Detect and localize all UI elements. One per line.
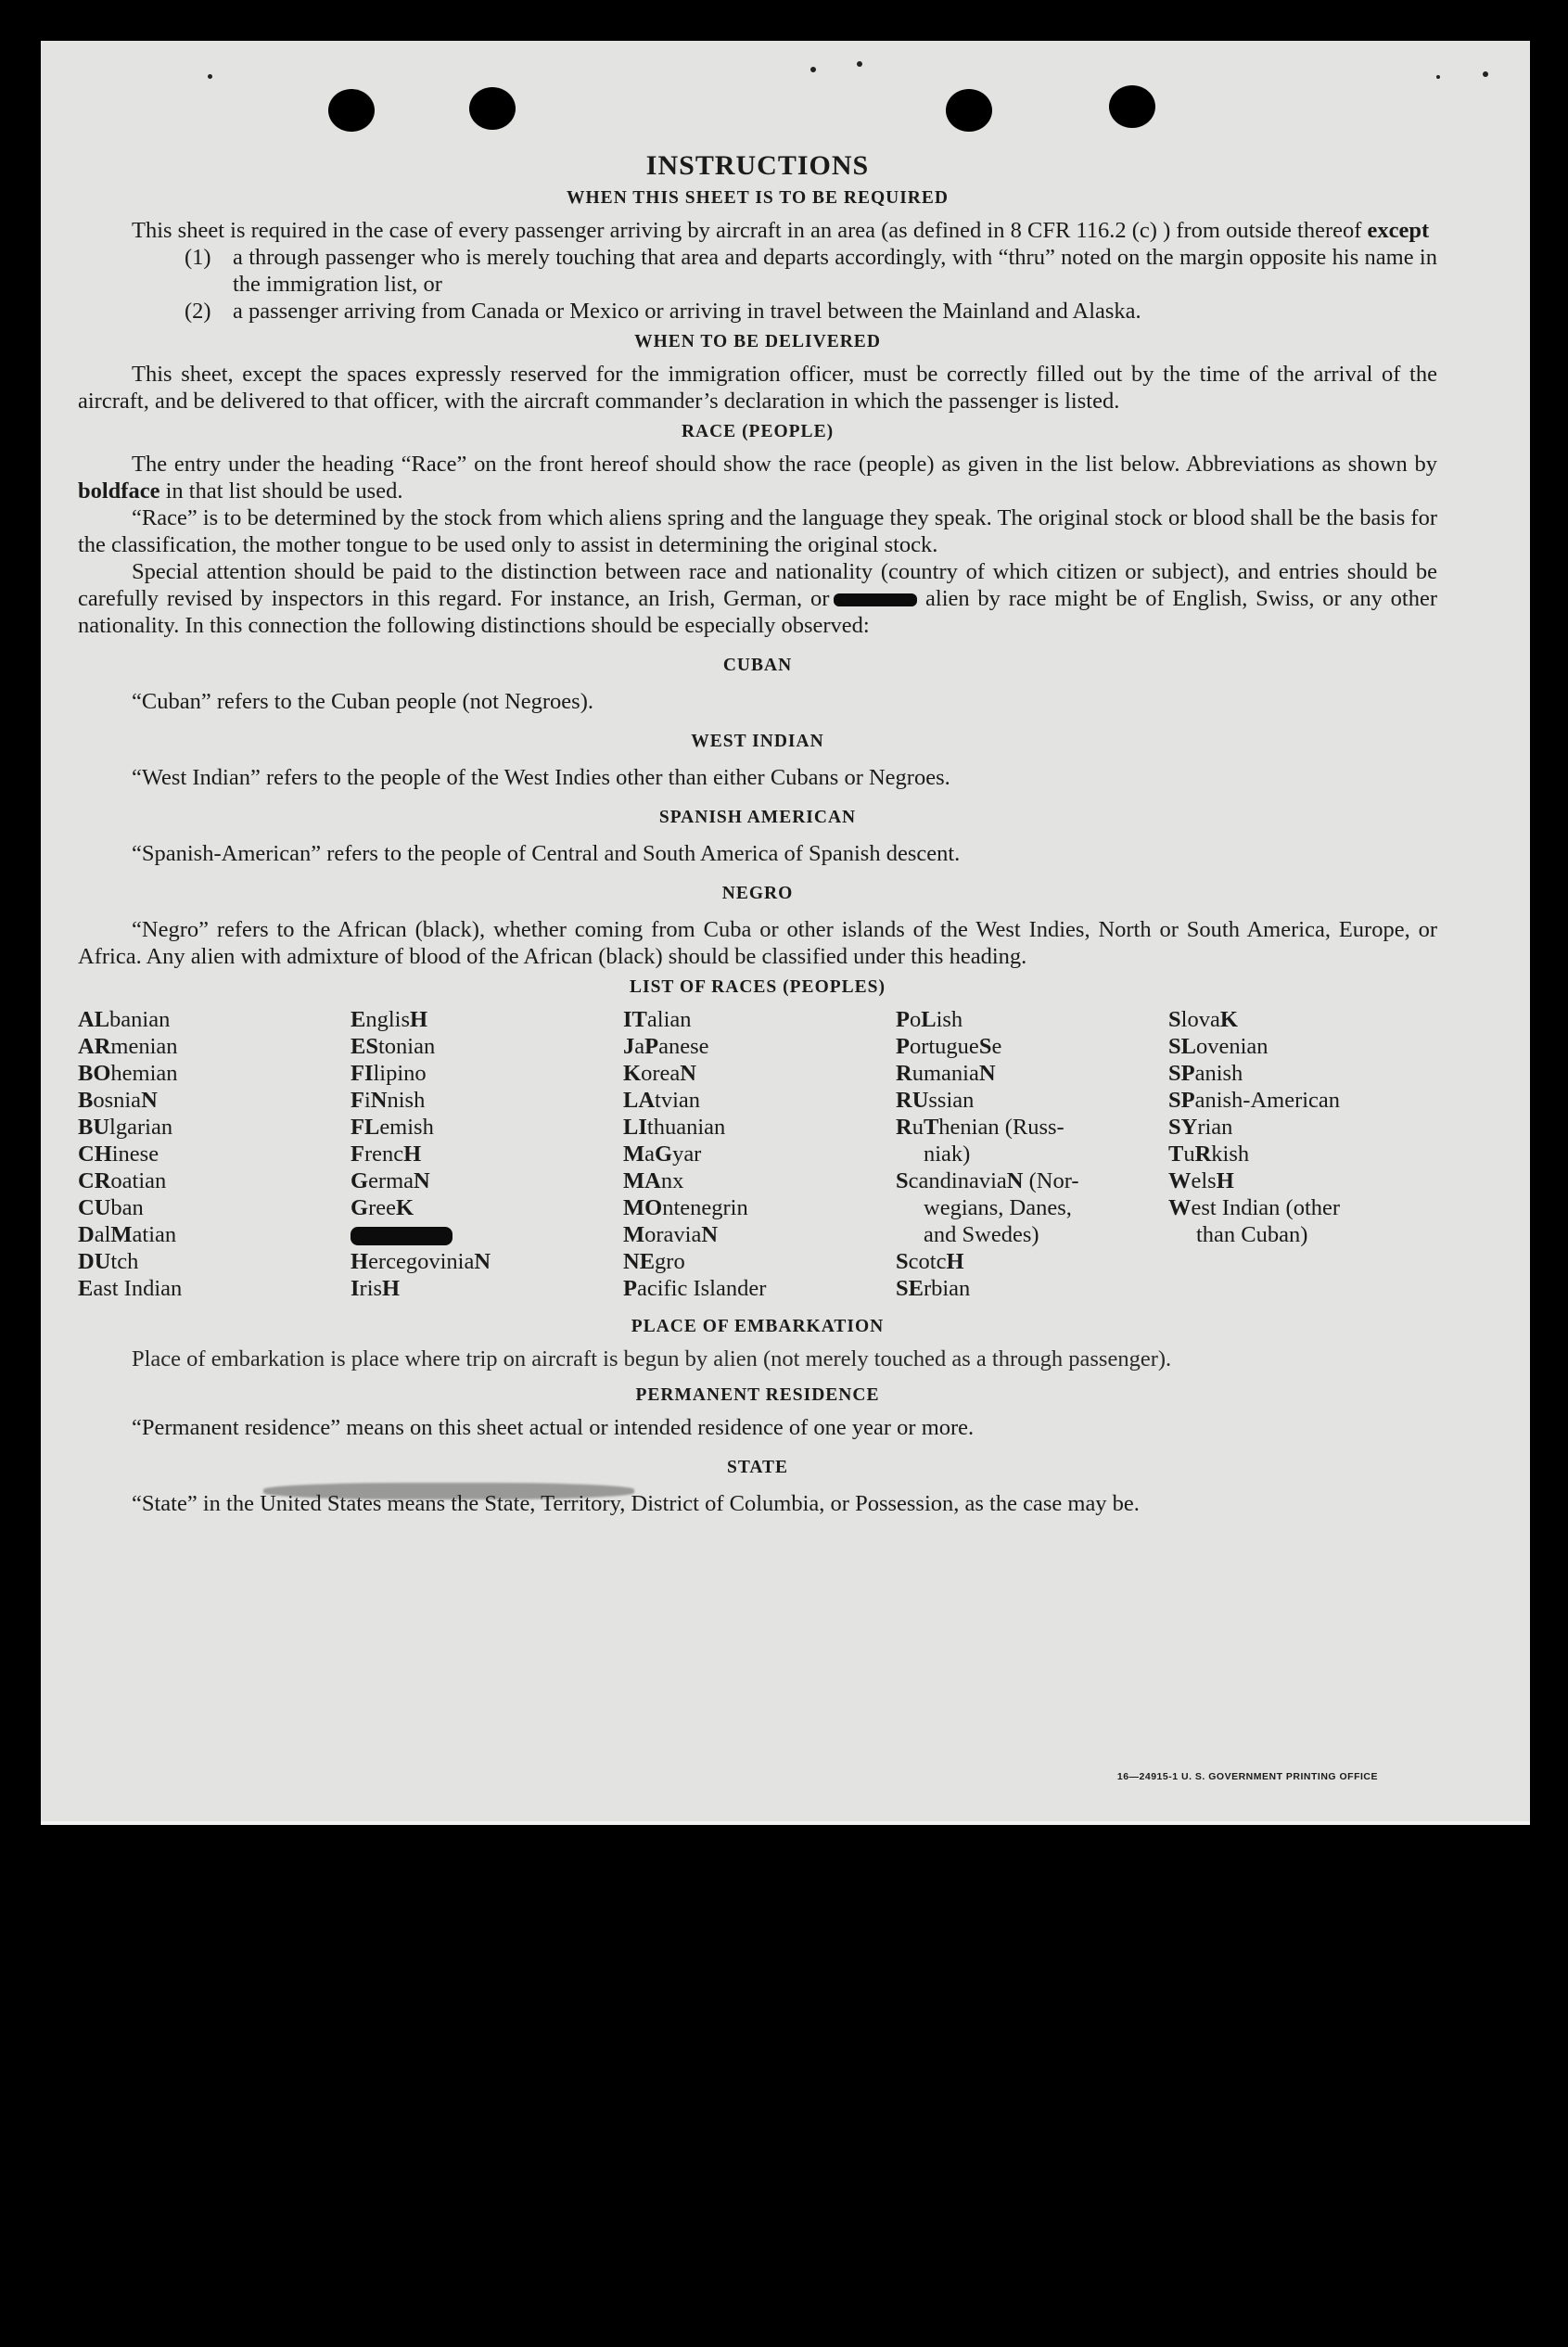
- races-list: [78, 1006, 1437, 1302]
- emphasis-text: except: [1367, 218, 1430, 243]
- section-heading: RACE (PEOPLE): [681, 422, 835, 441]
- abbreviation-letters: FL: [351, 1115, 380, 1140]
- race-entry: [896, 1060, 1168, 1087]
- race-name-text: a: [644, 1142, 655, 1167]
- instructions-content: [78, 152, 1437, 1517]
- race-entry: [351, 1194, 623, 1221]
- race-name-text: ast Indian: [93, 1276, 183, 1301]
- abbreviation-letters: P: [896, 1034, 910, 1059]
- abbreviation-letters: B: [78, 1088, 94, 1113]
- race-column: [351, 1006, 623, 1302]
- abbreviation-letters: SP: [1168, 1088, 1195, 1113]
- abbreviation-letters: G: [351, 1195, 369, 1220]
- paragraph: “Race” is to be determined by the stock from which aliens spring and the language they speak. The original stock or blood shall be the basis for the classification, the mother tongue to be used only to assist in determining the original stock.: [78, 505, 1437, 557]
- race-name-text: anish-American: [1194, 1088, 1341, 1113]
- race-entry: [623, 1275, 896, 1302]
- race-name-text: ravia: [656, 1222, 702, 1247]
- speck: [810, 67, 816, 72]
- race-name-text: o: [644, 1222, 657, 1247]
- paragraph-text: The entry under the heading “Race” on the front hereof should show the race (people) as given in the list below. Abbreviations as shown by: [132, 452, 1437, 477]
- race-name-text: nx: [660, 1168, 684, 1193]
- race-name-text: alian: [646, 1007, 692, 1032]
- race-entry: [896, 1006, 1168, 1033]
- abbreviation-letters: SP: [1168, 1061, 1195, 1086]
- list-item: [78, 244, 1437, 298]
- race-name-text: candinavia: [908, 1168, 1007, 1193]
- race-name-text: ovenian: [1195, 1034, 1268, 1059]
- race-entry: [623, 1194, 896, 1221]
- race-name-text: tonian: [377, 1034, 436, 1059]
- emphasis-text: boldface: [78, 478, 160, 504]
- item-text: a passenger arriving from Canada or Mexico or arriving in travel between the Mainland and Alaska.: [233, 299, 1141, 324]
- race-name-text: anish: [1194, 1061, 1243, 1086]
- race-entry: [78, 1141, 351, 1167]
- race-entry: [351, 1167, 623, 1194]
- race-entry: [351, 1114, 623, 1141]
- abbreviation-letters: N: [370, 1088, 388, 1113]
- redaction-mark: [351, 1227, 453, 1245]
- race-column: [78, 1006, 351, 1302]
- paragraph: “Permanent residence” means on this sheet actual or intended residence of one year or more.: [132, 1415, 975, 1440]
- race-name-text: menian: [110, 1034, 178, 1059]
- abbreviation-letters: SL: [1168, 1034, 1196, 1059]
- race-name-text: gro: [655, 1249, 685, 1274]
- item-number: (1): [185, 245, 211, 270]
- race-name-text: ntenegrin: [662, 1195, 748, 1220]
- race-name-text: cotc: [908, 1249, 947, 1274]
- abbreviation-letters: CU: [78, 1195, 111, 1220]
- race-entry: than Cuban): [1196, 1222, 1308, 1247]
- abbreviation-letters: N: [1006, 1168, 1024, 1193]
- section-heading: WEST INDIAN: [691, 732, 824, 751]
- abbreviation-letters: LA: [623, 1088, 656, 1113]
- race-column: [896, 1006, 1168, 1302]
- race-name-text: ercegovinia: [368, 1249, 475, 1274]
- abbreviation-letters: N: [978, 1061, 996, 1086]
- race-name-text: oatian: [110, 1168, 167, 1193]
- race-name-text: tch: [110, 1249, 139, 1274]
- abbreviation-letters: E: [78, 1276, 94, 1301]
- race-entry: [351, 1033, 623, 1060]
- abbreviation-letters: H: [351, 1249, 369, 1274]
- abbreviation-letters: H: [403, 1142, 422, 1167]
- race-name-text: lipino: [373, 1061, 427, 1086]
- punch-hole: [469, 87, 516, 130]
- abbreviation-letters: H: [1216, 1168, 1234, 1193]
- race-entry: [78, 1087, 351, 1114]
- section-heading: STATE: [726, 1458, 789, 1477]
- race-name-text: hemian: [110, 1061, 178, 1086]
- race-entry: [623, 1248, 896, 1275]
- abbreviation-letters: N: [701, 1222, 719, 1247]
- race-entry: [1168, 1033, 1437, 1060]
- race-entry: [1168, 1060, 1437, 1087]
- abbreviation-letters: M: [623, 1142, 645, 1167]
- race-entry: [78, 1221, 351, 1248]
- race-name-text: al: [94, 1222, 111, 1247]
- race-name-text: u: [1183, 1142, 1195, 1167]
- abbreviation-letters: H: [382, 1276, 401, 1301]
- paragraph: “Negro” refers to the African (black), whether coming from Cuba or other islands of the West Indies, North or South America, Europe, or Africa. Any alien with admixture of blood of the African (black) should be classified under this heading.: [78, 917, 1437, 969]
- race-name-text: nish: [387, 1088, 426, 1113]
- race-name-text: yar: [672, 1142, 702, 1167]
- race-name-text: rian: [1197, 1115, 1233, 1140]
- race-name-text: ban: [110, 1195, 144, 1220]
- race-entry: [1168, 1141, 1437, 1167]
- abbreviation-letters: MO: [623, 1195, 663, 1220]
- race-entry: niak): [924, 1142, 971, 1167]
- paragraph: [78, 558, 1437, 639]
- race-name-text: umania: [911, 1061, 979, 1086]
- item-text: a through passenger who is merely touching that area and departs accordingly, with “thru” noted on the margin opposite his name in the immigration list, or: [233, 245, 1437, 297]
- paragraph: [78, 217, 1437, 244]
- race-entry: [623, 1114, 896, 1141]
- race-entry: [896, 1114, 1168, 1141]
- race-column: [1168, 1006, 1437, 1302]
- punch-hole: [946, 89, 992, 132]
- race-entry: [623, 1060, 896, 1087]
- abbreviation-letters: SE: [896, 1276, 924, 1301]
- race-name-text: inese: [111, 1142, 159, 1167]
- abbreviation-letters: AR: [78, 1034, 111, 1059]
- race-name-text: erma: [368, 1168, 414, 1193]
- abbreviation-letters: S: [1168, 1007, 1181, 1032]
- race-entry: [896, 1248, 1168, 1275]
- paragraph: [78, 451, 1437, 504]
- race-name-text: ree: [368, 1195, 396, 1220]
- abbreviation-letters: N: [680, 1061, 696, 1086]
- race-entry: [623, 1167, 896, 1194]
- race-entry: [351, 1141, 623, 1167]
- list-item: [78, 298, 1437, 325]
- race-name-text: renc: [363, 1142, 404, 1167]
- race-name-text: thuanian: [646, 1115, 726, 1140]
- race-entry: [78, 1194, 351, 1221]
- abbreviation-letters: R: [1194, 1142, 1212, 1167]
- race-entry: [623, 1033, 896, 1060]
- section-heading: SPANISH AMERICAN: [658, 808, 857, 827]
- race-column: [623, 1006, 896, 1302]
- race-name-text: a: [634, 1034, 645, 1059]
- section-heading: CUBAN: [722, 656, 793, 675]
- race-entry: [351, 1060, 623, 1087]
- race-name-text: lova: [1180, 1007, 1220, 1032]
- race-name-text: atian: [132, 1222, 177, 1247]
- abbreviation-letters: R: [896, 1061, 912, 1086]
- abbreviation-letters: MA: [623, 1168, 661, 1193]
- race-entry: [351, 1275, 623, 1302]
- abbreviation-letters: T: [1168, 1142, 1184, 1167]
- race-entry: [623, 1141, 896, 1167]
- race-entry: [623, 1221, 896, 1248]
- race-name-text: i: [363, 1088, 371, 1113]
- race-entry: [351, 1087, 623, 1114]
- abbreviation-letters: CH: [78, 1142, 112, 1167]
- abbreviation-letters: P: [623, 1276, 637, 1301]
- race-entry: [1168, 1087, 1437, 1114]
- abbreviation-letters: T: [923, 1115, 939, 1140]
- abbreviation-letters: RU: [896, 1088, 929, 1113]
- paragraph: “West Indian” refers to the people of the West Indies other than either Cubans or Negroes.: [132, 765, 950, 790]
- item-number: (2): [185, 299, 211, 324]
- printer-imprint: 16—24915-1 U. S. GOVERNMENT PRINTING OFFICE: [1116, 1771, 1378, 1782]
- punch-hole: [328, 89, 375, 132]
- paragraph-text: alien by race might be of English, Swiss, or any other nationality. In this connection the following distinctions should be especially observed:: [78, 586, 1438, 638]
- speck: [857, 61, 862, 67]
- race-entry: [1168, 1194, 1437, 1221]
- abbreviation-letters: R: [896, 1115, 912, 1140]
- race-entry: [896, 1033, 1168, 1060]
- abbreviation-letters: S: [896, 1168, 909, 1193]
- race-entry: [78, 1275, 351, 1302]
- document-page: [41, 41, 1530, 1825]
- abbreviation-letters: G: [351, 1168, 369, 1193]
- abbreviation-letters: L: [921, 1007, 937, 1032]
- paragraph: “Cuban” refers to the Cuban people (not Negroes).: [132, 689, 593, 714]
- abbreviation-letters: P: [896, 1007, 910, 1032]
- race-entry: [896, 1087, 1168, 1114]
- section-heading: PLACE OF EMBARKATION: [631, 1317, 885, 1336]
- section-heading: LIST OF RACES (PEOPLES): [629, 977, 886, 997]
- section-heading: WHEN THIS SHEET IS TO BE REQUIRED: [567, 188, 949, 208]
- race-name-text: nglis: [365, 1007, 410, 1032]
- page-title: INSTRUCTIONS: [645, 150, 870, 181]
- abbreviation-letters: K: [623, 1061, 642, 1086]
- abbreviation-letters: H: [946, 1249, 964, 1274]
- punch-hole: [1109, 85, 1155, 128]
- abbreviation-letters: J: [623, 1034, 635, 1059]
- abbreviation-letters: W: [1168, 1195, 1192, 1220]
- abbreviation-letters: NE: [623, 1249, 656, 1274]
- abbreviation-letters: G: [655, 1142, 673, 1167]
- speck: [1436, 75, 1440, 79]
- race-entry: [896, 1275, 1168, 1302]
- abbreviation-letters: H: [410, 1007, 428, 1032]
- race-name-text: henian (Russ-: [938, 1115, 1064, 1140]
- section-heading: WHEN TO BE DELIVERED: [634, 332, 881, 351]
- race-entry: [896, 1167, 1168, 1194]
- race-entry: [1168, 1006, 1437, 1033]
- race-entry: [78, 1114, 351, 1141]
- race-name-text: u: [911, 1115, 924, 1140]
- race-name-text: emish: [379, 1115, 434, 1140]
- race-name-text: kish: [1211, 1142, 1250, 1167]
- abbreviation-letters: SY: [1168, 1115, 1198, 1140]
- abbreviation-letters: W: [1168, 1168, 1192, 1193]
- paragraph-text: This sheet is required in the case of every passenger arriving by aircraft in an area (as defined in 8 CFR 116.2 (c) ) from outside thereof: [132, 218, 1362, 243]
- race-entry: [78, 1006, 351, 1033]
- abbreviation-letters: BU: [78, 1115, 110, 1140]
- paragraph: “State” in the United States means the State, Territory, District of Columbia, or Possession, as the case may be.: [132, 1491, 1140, 1516]
- abbreviation-letters: P: [644, 1034, 659, 1059]
- abbreviation-letters: M: [623, 1222, 645, 1247]
- race-entry: [351, 1006, 623, 1033]
- abbreviation-letters: F: [351, 1088, 364, 1113]
- abbreviation-letters: N: [474, 1249, 491, 1274]
- race-name-text: est Indian (other: [1191, 1195, 1341, 1220]
- abbreviation-letters: M: [110, 1222, 133, 1247]
- race-name-text: o: [909, 1007, 922, 1032]
- abbreviation-letters: S: [896, 1249, 909, 1274]
- race-name-text: (Nor-: [1023, 1168, 1079, 1193]
- race-name-text: banian: [109, 1007, 171, 1032]
- race-name-text: e: [991, 1034, 1002, 1059]
- race-entry: [623, 1006, 896, 1033]
- speck: [1483, 71, 1488, 77]
- paragraph-text: in that list should be used.: [165, 478, 403, 504]
- section-heading: PERMANENT RESIDENCE: [635, 1385, 880, 1405]
- abbreviation-letters: N: [141, 1088, 158, 1113]
- abbreviation-letters: D: [78, 1222, 95, 1247]
- abbreviation-letters: DU: [78, 1249, 111, 1274]
- race-name-text: ish: [936, 1007, 963, 1032]
- race-name-text: lgarian: [109, 1115, 173, 1140]
- abbreviation-letters: S: [978, 1034, 992, 1059]
- abbreviation-letters: FI: [351, 1061, 374, 1086]
- race-name-text: rbian: [923, 1276, 971, 1301]
- race-entry: [351, 1248, 623, 1275]
- abbreviation-letters: E: [351, 1007, 366, 1032]
- race-entry: [1168, 1114, 1437, 1141]
- race-entry: [78, 1248, 351, 1275]
- race-entry: [351, 1221, 623, 1248]
- section-heading: NEGRO: [721, 884, 794, 903]
- paragraph: “Spanish-American” refers to the people of Central and South America of Spanish descent.: [132, 841, 961, 866]
- race-name-text: ris: [359, 1276, 383, 1301]
- race-name-text: acific Islander: [636, 1276, 767, 1301]
- paragraph-text: Special attention should be paid to the distinction between race and nationality (country of which citizen or subject), and entries should be carefully revised by inspectors in this regard. For instance, an Irish, German, or: [78, 559, 1437, 611]
- abbreviation-letters: K: [1219, 1007, 1238, 1032]
- race-name-text: ortugue: [909, 1034, 979, 1059]
- abbreviation-letters: BO: [78, 1061, 111, 1086]
- abbreviation-letters: K: [395, 1195, 414, 1220]
- race-entry: [78, 1167, 351, 1194]
- abbreviation-letters: F: [351, 1142, 364, 1167]
- abbreviation-letters: N: [414, 1168, 430, 1193]
- abbreviation-letters: I: [351, 1276, 360, 1301]
- abbreviation-letters: IT: [623, 1007, 647, 1032]
- race-entry: wegians, Danes,: [924, 1195, 1072, 1220]
- abbreviation-letters: AL: [78, 1007, 110, 1032]
- race-entry: and Swedes): [924, 1222, 1039, 1247]
- paragraph: This sheet, except the spaces expressly reserved for the immigration officer, must be correctly filled out by the time of the arrival of the aircraft, and be delivered to that officer, with the aircraft commander’s declaration in which the passenger is listed.: [78, 362, 1437, 414]
- race-entry: [1168, 1167, 1437, 1194]
- race-entry: [78, 1033, 351, 1060]
- speck: [208, 74, 212, 79]
- abbreviation-letters: LI: [623, 1115, 647, 1140]
- race-entry: [78, 1060, 351, 1087]
- race-name-text: ssian: [928, 1088, 975, 1113]
- race-name-text: osnia: [93, 1088, 142, 1113]
- race-name-text: orea: [641, 1061, 681, 1086]
- race-name-text: tvian: [655, 1088, 701, 1113]
- race-name-text: anese: [658, 1034, 709, 1059]
- race-entry: [623, 1087, 896, 1114]
- paragraph: Place of embarkation is place where trip on aircraft is begun by alien (not merely touched as a through passenger).: [132, 1346, 1172, 1371]
- abbreviation-letters: ES: [351, 1034, 378, 1059]
- abbreviation-letters: CR: [78, 1168, 111, 1193]
- race-name-text: els: [1191, 1168, 1217, 1193]
- redaction-mark: [834, 593, 917, 606]
